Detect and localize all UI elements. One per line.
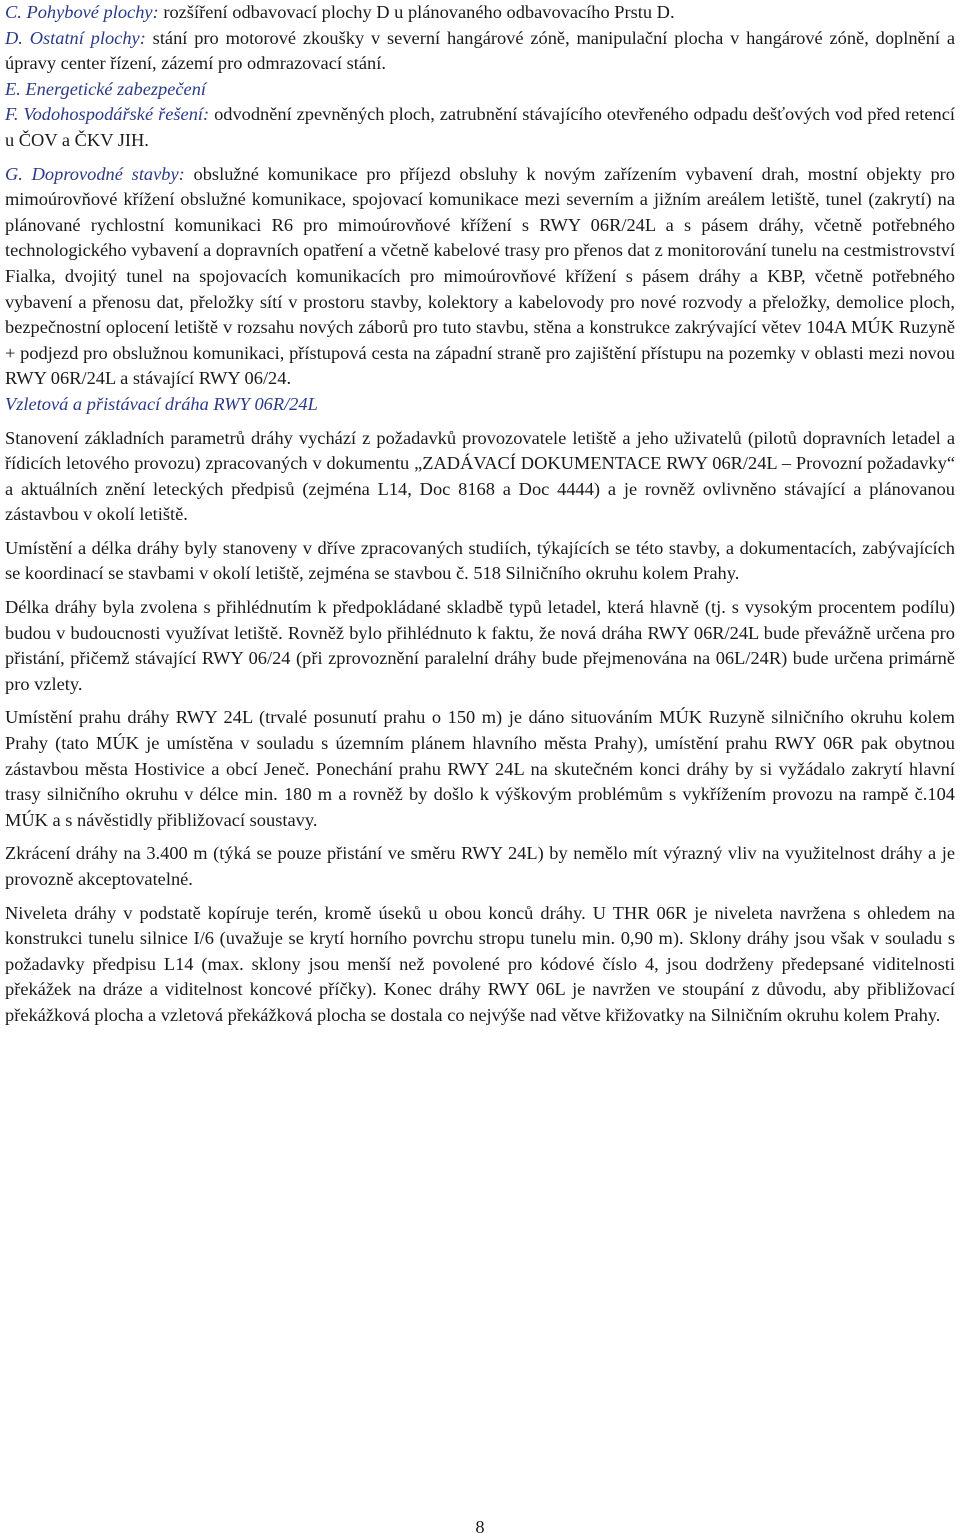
paragraph-5: Zkrácení dráhy na 3.400 m (týká se pouze přistání ve směru RWY 24L) by nemělo mít výrazný vliv na využitelnost dráhy a je provozně akceptovatelné. xyxy=(5,843,955,889)
item-e xyxy=(5,77,955,103)
item-g-label: G. Doprovodné stavby: xyxy=(5,163,185,184)
item-g-text: obslužné komunikace pro příjezd obsluhy k novým zařízením vybavení drah, mostní objekty pro mimoúrovňové křížení obslužné komunikace, spojovací komunikace mezi severním a jižním areálem letiště, tunel (zakrytí) na plánované rychlostní komunikaci R6 pro mimoúrovňové křížení s RWY 06R/24L a s pásem dráhy, včetně potřebného technologického vybavení a dopravních opatření a včetně kabelové trasy pro přenos dat z monitorování tunelu na cestmistrovství Fialka, dvojitý tunel na spojovacích komunikacích pro mimoúrovňové křížení s pásem dráhy a KBP, včetně potřebného vybavení a přenosu dat, přeložky sítí v prostoru stavby, kolektory a kabelovody pro nové rozvody a přeložky, demolice ploch, bezpečnostní oplocení letiště v rozsahu nových záborů pro tuto stavbu, stěna a konstrukce zakrývající větev 104A MÚK Ruzyně + podjezd pro obslužnou komunikaci, přístupová cesta na západní straně pro zajištění přístupu na pozemky v oblasti mezi novou RWY 06R/24L a stávající RWY 06/24. xyxy=(5,163,955,389)
item-c xyxy=(5,0,955,26)
item-c-text: rozšíření odbavovací plochy D u plánovaného odbavovacího Prstu D. xyxy=(158,2,675,22)
paragraph-4: Umístění prahu dráhy RWY 24L (trvalé posunutí prahu o 150 m) je dáno situováním MÚK Ruzyně silničního okruhu kolem Prahy (tato MÚK je umístěna v souladu s územním plánem hlavního města Prahy), umístění prahu RWY 06R pak obytnou zástavbou města Hostivice a obcí Jeneč. Ponechání prahu RWY 24L na skutečném konci dráhy by si vyžádalo zakrytí hlavní trasy silničního okruhu v délce min. 180 m a rovněž by došlo k výškovým problémům s vykřížením provozu na rampě č.104 MÚK a s návěstidly přibližovací soustavy. xyxy=(5,707,955,830)
item-f-label: F. Vodohospodářské řešení: xyxy=(5,104,210,125)
item-d-text: stání pro motorové zkoušky v severní hangárové zóně, manipulační plocha v hangárové zóně, doplnění a úpravy center řízení, zázemí pro odmrazovací stání. xyxy=(5,27,955,74)
paragraph-6: Niveleta dráhy v podstatě kopíruje terén, kromě úseků u obou konců dráhy. U THR 06R je niveleta navržena s ohledem na konstrukci tunelu silnice I/6 (uvažuje se krytí horního povrchu stropu tunelu min. 0,90 m). Sklony dráhy jsou však v souladu s požadavky předpisu L14 (max. sklony jsou menší než povolené pro kódové číslo 4, jsou dodrženy předepsané viditelnosti překážek na dráze a viditelnost koncové příčky). Konec dráhy RWY 06L je navržen ve stoupání z důvodu, aby přibližovací překážková plocha a vzletová překážková plocha se dostala co nejvýše nad větve křižovatky na Silničním okruhu kolem Prahy. xyxy=(5,902,955,1025)
item-e-label: E. Energetické zabezpečení xyxy=(5,78,207,99)
paragraph-3: Délka dráhy byla zvolena s přihlédnutím k předpokládané skladbě typů letadel, která hlavně (tj. s vysokým procentem podílu) budou v budoucnosti využívat letiště. Rovněž bylo přihlédnuto k faktu, že nová dráha RWY 06R/24L bude převážně určena pro přistání, přičemž stávající RWY 06/24 (při zprovoznění paralelní dráhy bude přejmenována na 06L/24R) bude určena primárně pro vzlety. xyxy=(5,597,955,694)
page-number: 8 xyxy=(475,1517,485,1537)
paragraph-2: Umístění a délka dráhy byly stanoveny v dříve zpracovaných studiích, týkajících se této stavby, a dokumentacích, zabývajících se koordinací se stavbami v okolí letiště, zejména se stavbou č. 518 Silničního okruhu kolem Prahy. xyxy=(5,537,955,584)
item-f-text: odvodnění zpevněných ploch, zatrubnění stávajícího otevřeného odpadu dešťových vod před retencí u ČOV a ČKV JIH. xyxy=(5,104,955,150)
document-page xyxy=(5,0,955,1029)
item-d xyxy=(5,26,955,77)
item-d-label: D. Ostatní plochy: xyxy=(5,27,146,48)
paragraph-1: Stanovení základních parametrů dráhy vychází z požadavků provozovatele letiště a jeho uživatelů (pilotů dopravních letadel a řídicích letového provozu) zpracovaných v dokumentu „ZADÁVACÍ DOKUMENTACE RWY 06R/24L – Provozní požadavky“ a aktuálních znění leteckých předpisů (zejména L14, Doc 8168 a Doc 4444) a je rovněž ovlivněno stávající a plánovanou zástavbou v okolí letiště. xyxy=(5,427,955,525)
item-c-label: C. Pohybové plochy: xyxy=(5,2,159,22)
section-heading: Vzletová a přistávací dráha RWY 06R/24L xyxy=(5,393,318,414)
item-f xyxy=(5,102,955,153)
item-g xyxy=(5,162,955,392)
